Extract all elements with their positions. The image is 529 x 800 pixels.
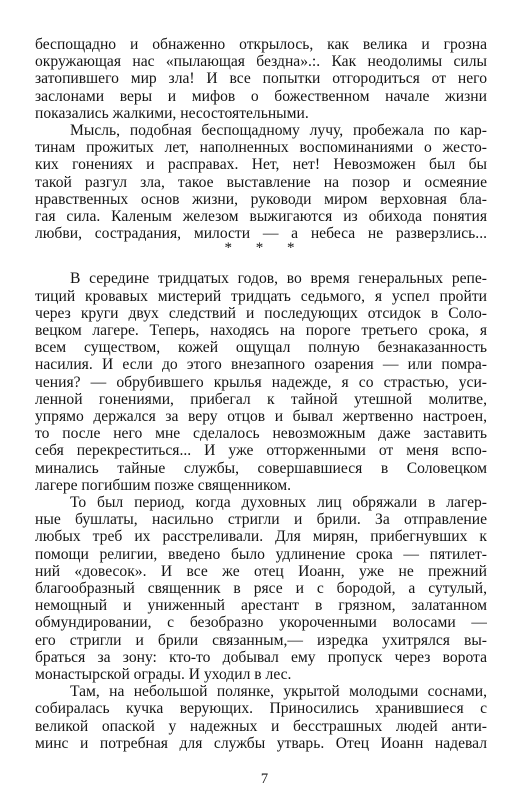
text-line: монастырской ограды. И уходил в лес. — [35, 666, 292, 683]
text-line: нравственных основ жизни, руководи миром верховная бла- — [35, 190, 487, 208]
text-line: упрямо держался за веру отцов и бывал жертвенно настроен, — [35, 408, 487, 425]
text-line: затопившего мир зла! И все попытки отгородиться от него — [35, 70, 487, 88]
text-line: помощи религии, введено было удлинение срока — пятилет- — [35, 545, 487, 563]
text-line: великой опаской у надежных и бесстрашных людей анти- — [35, 717, 487, 735]
text-line: лагере погибшим позже священником. — [35, 476, 292, 494]
text-line: такой разгул зла, такое выставление на позор и осмеяние — [35, 173, 487, 191]
text-line: То был период, когда духовных лиц обряжали в лагер- — [70, 494, 487, 511]
text-line: всем существом, кожей ощущал полную безнаказанность — [35, 339, 487, 357]
text-line: минс и потребная для службы утварь. Отец Иоанн надевал — [35, 734, 487, 752]
text-line: обмундировании, с безобразно укороченными волосами — — [35, 614, 487, 632]
page-number: 7 — [260, 771, 269, 787]
text-line: ленной гонениями, прибегал к тайной утешной молитве, — [35, 390, 487, 408]
text-line: Там, на небольшой полянке, укрытой молодыми соснами, — [70, 683, 487, 701]
text-line: вецком лагере. Теперь, находясь на пороге третьего срока, я — [35, 322, 487, 339]
text-line: тиций кровавых мистерий тридцать седьмого, я успел пройти — [35, 287, 487, 305]
text-line: тинам прожитых лет, наполненных воспоминаниями о жесто- — [35, 139, 487, 157]
section-separator: * * * — [224, 240, 305, 257]
text-line: В середине тридцатых годов, во время генеральных репе- — [70, 270, 487, 288]
text-line: то после него мне сделалось невозможным даже заставить — [35, 425, 487, 443]
text-line: ких гонениях и расправах. Нет, нет! Невозможен был бы — [35, 156, 487, 174]
text-line: чения? — обрубившего крылья надежде, я со страстью, уси- — [35, 373, 487, 391]
text-line: ные бушлаты, насильно стригли и брили. За отправление — [35, 511, 487, 529]
text-line: его стригли и брили связанным,— изредка ухитрялся вы- — [35, 631, 487, 649]
text-line: браться за зону: кто-то добывал ему пропуск через ворота — [35, 648, 487, 666]
text-line: собиралась кучка верующих. Приносились хранившиеся с — [35, 700, 487, 718]
text-line: любви, сострадания, милости — а небеса не разверзлись... — [35, 225, 487, 243]
text-line: себя перекреститься... И уже отторженными от меня вспо- — [35, 442, 487, 460]
text-line: гая сила. Каленым железом выжигаются из обихода понятия — [35, 208, 487, 225]
text-line: показались жалкими, несостоятельными. — [35, 104, 309, 122]
text-line: окружающая нас «пылающая бездна».:. Как неодолимы силы — [35, 53, 487, 71]
text-line: заслонами веры и мифов о божественном начале жизни — [35, 87, 487, 105]
text-line: насилия. И если до этого внезапного озарения — или помра- — [35, 356, 487, 374]
text-line: минались тайные службы, совершавшиеся в Соловецком — [35, 459, 487, 477]
text-line: благообразный священник в рясе и с бородой, а сутулый, — [35, 580, 487, 597]
text-line: через круги двух следствий и последующих отсидок в Соло- — [35, 304, 487, 322]
text-line: любых треб их расстреливали. Для мирян, прибегнувших к — [35, 528, 487, 546]
text-line: Мысль, подобная беспощадному лучу, пробежала по кар- — [70, 122, 487, 139]
text-line: ний «довесок». И все же отец Иоанн, уже не прежний — [35, 562, 487, 580]
text-line: беспощадно и обнаженно открылось, как велика и грозна — [35, 36, 487, 53]
text-line: немощный и униженный арестант в грязном, залатанном — [35, 597, 487, 615]
